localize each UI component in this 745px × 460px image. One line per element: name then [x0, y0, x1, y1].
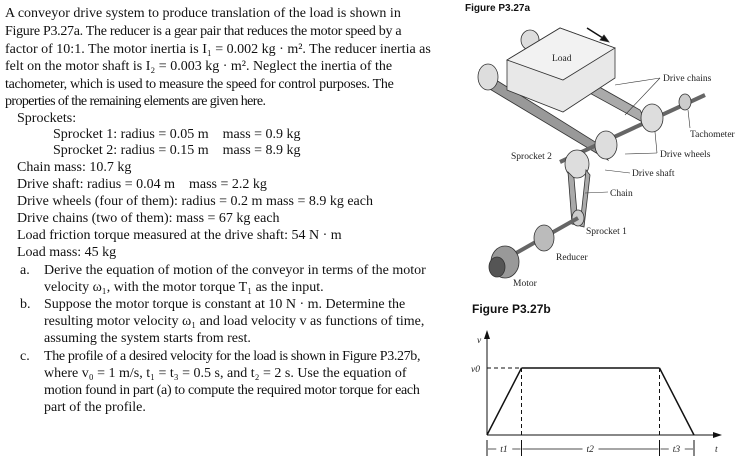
load-friction: Load friction torque measured at the drive shaft: 54 N · m — [17, 228, 342, 243]
part-c-line: motion found in part (a) to compute the required motor torque for each — [44, 383, 420, 398]
label-reducer: Reducer — [556, 253, 588, 263]
chain-mass: Chain mass: 10.7 kg — [17, 160, 132, 175]
part-a-line: Derive the equation of motion of the conveyor in terms of the motor — [44, 263, 426, 278]
sprockets-heading: Sprockets: — [17, 111, 77, 126]
t1-label: t1 — [500, 445, 508, 455]
part-b-line: resulting motor velocity ω₁ and load velocity v as functions of time, — [44, 314, 425, 329]
figure-a-title: Figure P3.27a — [465, 3, 531, 14]
part-marker: c. — [20, 349, 30, 364]
profile-segment — [487, 368, 522, 435]
label-tachometer: Tachometer — [690, 130, 735, 140]
sprocket1-spec: Sprocket 1: radius = 0.05 m mass = 0.9 kg — [53, 127, 301, 142]
part-b-line: assuming the system starts from rest. — [44, 331, 251, 346]
label-drive-chains: Drive chains — [663, 74, 712, 84]
part-c-line: where v₀ = 1 m/s, t₁ = t₃ = 0.5 s, and t₂ = 2 s. Use the equation of — [44, 366, 407, 381]
drive-chains-spec: Drive chains (two of them): mass = 67 kg each — [17, 211, 280, 226]
sprocket2-spec: Sprocket 2: radius = 0.15 m mass = 8.9 kg — [53, 143, 301, 158]
y-axis-label: v — [477, 336, 482, 346]
x-axis-label: t — [715, 445, 718, 455]
load-mass: Load mass: 45 kg — [17, 245, 117, 260]
intro-line: tachometer, which is used to measure the speed for control purposes. The — [5, 77, 394, 92]
label-chain: Chain — [610, 189, 633, 199]
label-motor: Motor — [513, 279, 537, 289]
t2-label: t2 — [586, 445, 594, 455]
figure-b-title: Figure P3.27b — [472, 302, 551, 316]
intro-line: factor of 10:1. The motor inertia is I₁ = 0.002 kg · m². The reducer inertia as — [5, 42, 431, 57]
intro-line: A conveyor drive system to produce translation of the load is shown in — [5, 6, 401, 21]
part-marker: b. — [20, 297, 31, 312]
label-drive-wheels: Drive wheels — [660, 150, 711, 160]
intro-line: felt on the motor shaft is I₂ = 0.003 kg · m². Neglect the inertia of the — [5, 59, 393, 74]
drive-wheels-spec: Drive wheels (four of them): radius = 0.2 m mass = 8.9 kg each — [17, 194, 373, 209]
part-marker: a. — [20, 263, 30, 278]
v0-label: v0 — [471, 365, 480, 375]
profile-segment — [660, 368, 695, 435]
label-sprocket-2: Sprocket 2 — [511, 152, 552, 162]
label-load: Load — [552, 54, 572, 64]
label-drive-shaft: Drive shaft — [632, 169, 675, 179]
part-c-line: The profile of a desired velocity for the load is shown in Figure P3.27b, — [44, 349, 421, 364]
part-c-line: part of the profile. — [44, 400, 146, 415]
part-b-line: Suppose the motor torque is constant at 10 N · m. Determine the — [44, 297, 406, 312]
drive-shaft-spec: Drive shaft: radius = 0.04 m mass = 2.2 kg — [17, 177, 267, 192]
intro-line: Figure P3.27a. The reducer is a gear pair that reduces the motor speed by a — [5, 24, 402, 39]
intro-line: properties of the remaining elements are given here. — [5, 94, 266, 109]
t3-label: t3 — [672, 445, 681, 455]
label-sprocket-1: Sprocket 1 — [586, 227, 627, 237]
part-a-line: velocity ω₁, with the motor torque T₁ as the input. — [44, 280, 324, 295]
